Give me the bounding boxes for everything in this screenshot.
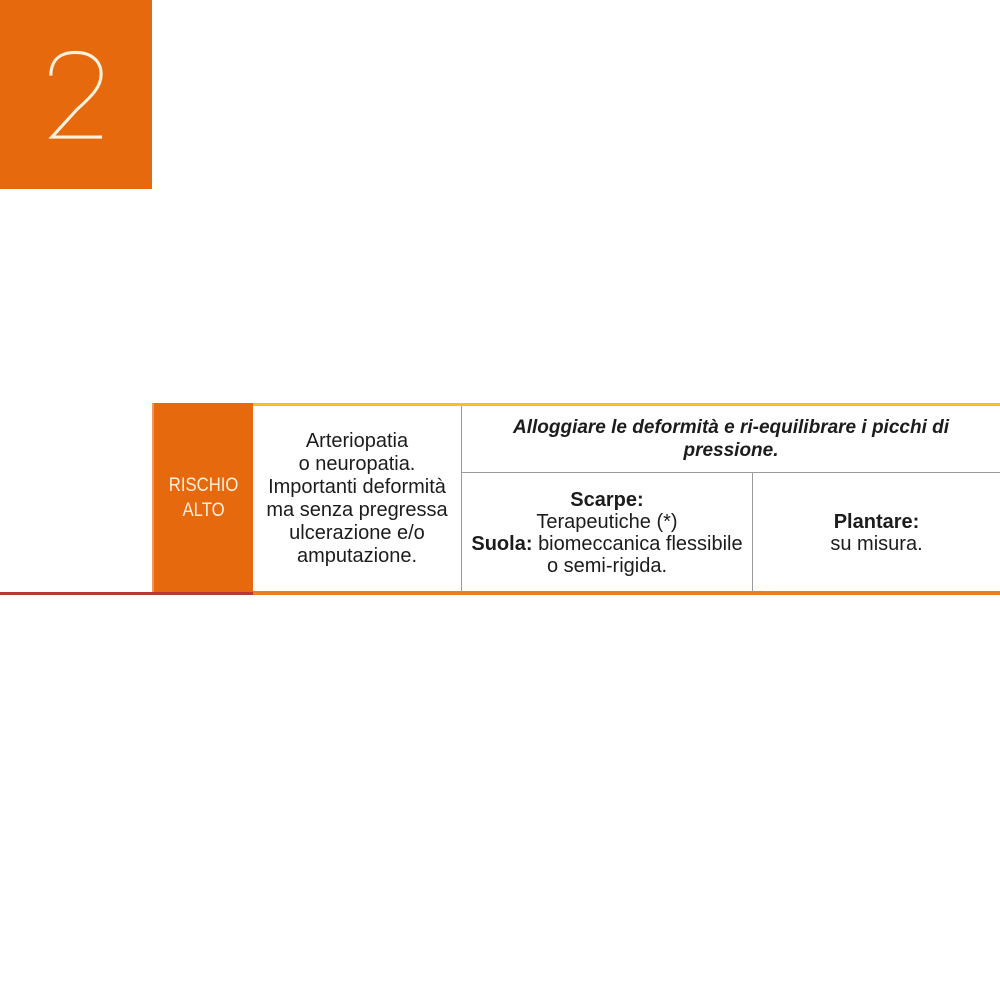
risk-level-cell xyxy=(154,403,253,592)
insole-value: su misura. xyxy=(830,532,923,555)
footwear-sole-line xyxy=(471,533,742,555)
risk-level-label xyxy=(169,473,239,523)
footwear-cell xyxy=(462,473,752,592)
sole-label: Suola: xyxy=(471,532,533,555)
risk-level-line2: ALTO xyxy=(182,499,225,521)
risk-level-line1: RISCHIO xyxy=(168,474,239,496)
insole-label: Plantare: xyxy=(833,510,920,533)
sole-continuation: o semi-rigida. xyxy=(546,554,668,577)
red-bottom-border xyxy=(0,592,253,595)
condition-line: ulcerazione e/o xyxy=(289,522,425,544)
condition-cell xyxy=(253,406,461,592)
condition-line: Arteriopatia xyxy=(305,430,409,452)
insole-cell xyxy=(753,473,1000,592)
condition-line: amputazione. xyxy=(296,545,418,567)
treatment-header-cell xyxy=(462,406,1000,472)
condition-text xyxy=(266,430,447,568)
risk-number-glyph xyxy=(47,49,105,141)
condition-line: o neuropatia. xyxy=(298,453,416,475)
footwear-type: Terapeutiche (*) xyxy=(536,510,678,533)
condition-line: ma senza pregressa xyxy=(266,499,448,521)
footwear-text xyxy=(471,489,742,577)
footwear-label: Scarpe: xyxy=(570,488,644,511)
condition-line: Importanti deformità xyxy=(268,476,446,498)
sole-text: biomeccanica flessibile xyxy=(538,532,743,555)
insole-text xyxy=(830,511,922,555)
risk-number-cell xyxy=(0,0,152,189)
treatment-header-text: Alloggiare le deformità e ri-equilibrare i picchi di pressione. xyxy=(512,417,950,461)
